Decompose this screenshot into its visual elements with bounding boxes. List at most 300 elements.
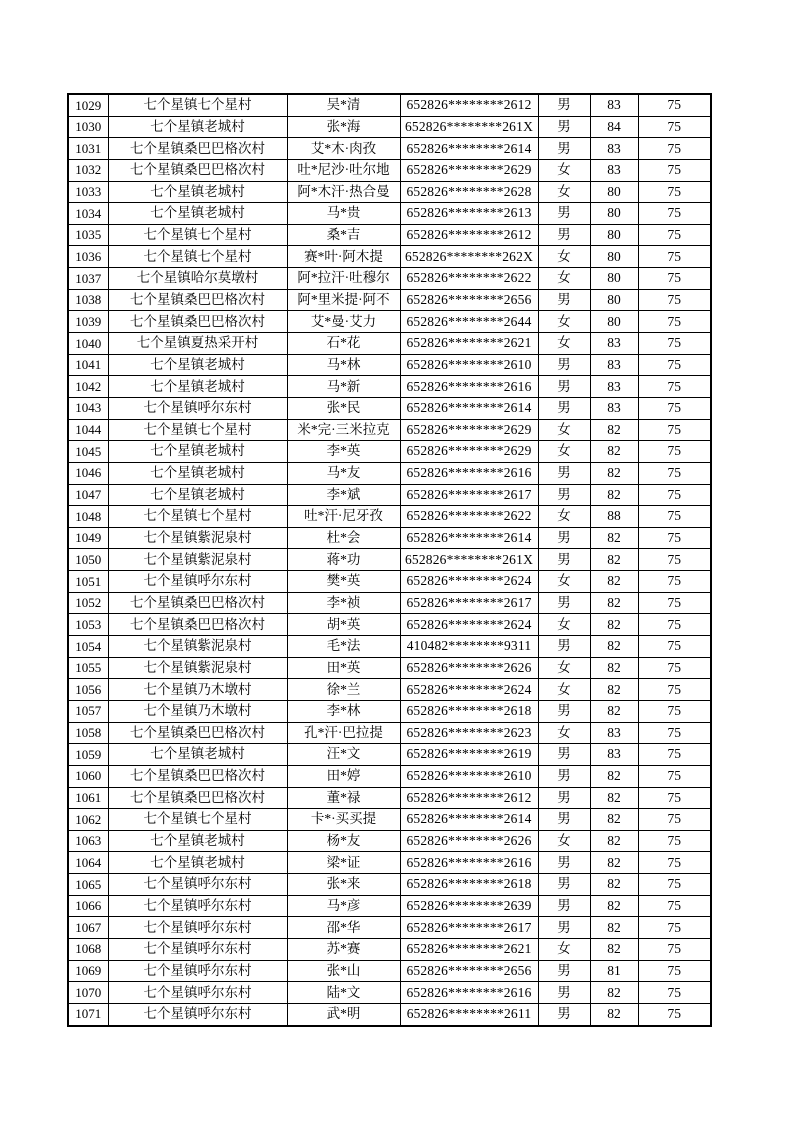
serial-number-cell: 1061 (68, 787, 108, 809)
id-number-cell: 652826********261X (400, 549, 538, 571)
village-name-cell: 七个星镇老城村 (108, 116, 287, 138)
person-name-cell: 阿*拉汗·吐穆尔 (287, 268, 400, 290)
village-name-cell: 七个星镇呼尔东村 (108, 1003, 287, 1025)
gender-cell: 男 (538, 917, 590, 939)
serial-number-cell: 1050 (68, 549, 108, 571)
age-cell: 84 (590, 116, 638, 138)
gender-cell: 女 (538, 311, 590, 333)
person-name-cell: 米*完·三米拉克 (287, 419, 400, 441)
village-name-cell: 七个星镇老城村 (108, 484, 287, 506)
age-cell: 83 (590, 138, 638, 160)
gender-cell: 女 (538, 268, 590, 290)
id-number-cell: 652826********2622 (400, 506, 538, 528)
score-cell: 75 (638, 333, 711, 355)
village-name-cell: 七个星镇桑巴巴格次村 (108, 787, 287, 809)
gender-cell: 男 (538, 138, 590, 160)
score-cell: 75 (638, 874, 711, 896)
score-cell: 75 (638, 311, 711, 333)
score-cell: 75 (638, 246, 711, 268)
table-row (68, 94, 711, 116)
person-name-cell: 孔*汗·巴拉提 (287, 722, 400, 744)
age-cell: 82 (590, 636, 638, 658)
village-name-cell: 七个星镇桑巴巴格次村 (108, 722, 287, 744)
table-row (68, 571, 711, 593)
id-number-cell: 652826********2629 (400, 159, 538, 181)
serial-number-cell: 1071 (68, 1003, 108, 1025)
age-cell: 82 (590, 657, 638, 679)
id-number-cell: 652826********261X (400, 116, 538, 138)
table-row (68, 376, 711, 398)
table-row (68, 614, 711, 636)
person-name-cell: 马*新 (287, 376, 400, 398)
table-row (68, 679, 711, 701)
village-name-cell: 七个星镇呼尔东村 (108, 874, 287, 896)
serial-number-cell: 1037 (68, 268, 108, 290)
table-row (68, 700, 711, 722)
village-name-cell: 七个星镇七个星村 (108, 419, 287, 441)
gender-cell: 女 (538, 181, 590, 203)
village-name-cell: 七个星镇呼尔东村 (108, 982, 287, 1004)
id-number-cell: 652826********2629 (400, 441, 538, 463)
gender-cell: 男 (538, 895, 590, 917)
table-row (68, 960, 711, 982)
age-cell: 80 (590, 181, 638, 203)
score-cell: 75 (638, 203, 711, 225)
person-name-cell: 杨*友 (287, 830, 400, 852)
gender-cell: 女 (538, 657, 590, 679)
table-row (68, 852, 711, 874)
serial-number-cell: 1060 (68, 765, 108, 787)
serial-number-cell: 1051 (68, 571, 108, 593)
village-name-cell: 七个星镇桑巴巴格次村 (108, 289, 287, 311)
village-name-cell: 七个星镇呼尔东村 (108, 397, 287, 419)
serial-number-cell: 1066 (68, 895, 108, 917)
serial-number-cell: 1056 (68, 679, 108, 701)
id-number-cell: 652826********2612 (400, 787, 538, 809)
gender-cell: 女 (538, 722, 590, 744)
village-name-cell: 七个星镇夏热采开村 (108, 333, 287, 355)
gender-cell: 男 (538, 765, 590, 787)
serial-number-cell: 1055 (68, 657, 108, 679)
gender-cell: 女 (538, 333, 590, 355)
score-cell: 75 (638, 895, 711, 917)
person-name-cell: 张*民 (287, 397, 400, 419)
serial-number-cell: 1047 (68, 484, 108, 506)
score-cell: 75 (638, 938, 711, 960)
gender-cell: 男 (538, 354, 590, 376)
village-name-cell: 七个星镇呼尔东村 (108, 938, 287, 960)
gender-cell: 男 (538, 592, 590, 614)
person-name-cell: 阿*里米提·阿不 (287, 289, 400, 311)
village-name-cell: 七个星镇呼尔东村 (108, 571, 287, 593)
village-name-cell: 七个星镇老城村 (108, 181, 287, 203)
gender-cell: 男 (538, 94, 590, 116)
village-name-cell: 七个星镇桑巴巴格次村 (108, 765, 287, 787)
score-cell: 75 (638, 462, 711, 484)
village-name-cell: 七个星镇老城村 (108, 462, 287, 484)
age-cell: 83 (590, 333, 638, 355)
gender-cell: 女 (538, 159, 590, 181)
serial-number-cell: 1033 (68, 181, 108, 203)
table-row (68, 765, 711, 787)
score-cell: 75 (638, 441, 711, 463)
person-name-cell: 张*海 (287, 116, 400, 138)
person-name-cell: 樊*英 (287, 571, 400, 593)
age-cell: 82 (590, 527, 638, 549)
score-cell: 75 (638, 917, 711, 939)
serial-number-cell: 1065 (68, 874, 108, 896)
score-cell: 75 (638, 636, 711, 658)
gender-cell: 女 (538, 506, 590, 528)
id-number-cell: 652826********2619 (400, 744, 538, 766)
age-cell: 82 (590, 571, 638, 593)
serial-number-cell: 1045 (68, 441, 108, 463)
score-cell: 75 (638, 94, 711, 116)
gender-cell: 男 (538, 527, 590, 549)
person-name-cell: 董*禄 (287, 787, 400, 809)
person-name-cell: 田*英 (287, 657, 400, 679)
table-row (68, 311, 711, 333)
id-number-cell: 652826********2628 (400, 181, 538, 203)
id-number-cell: 652826********2623 (400, 722, 538, 744)
score-cell: 75 (638, 181, 711, 203)
gender-cell: 女 (538, 419, 590, 441)
gender-cell: 男 (538, 744, 590, 766)
roster-table (67, 93, 712, 1027)
person-name-cell: 桑*吉 (287, 224, 400, 246)
village-name-cell: 七个星镇老城村 (108, 830, 287, 852)
age-cell: 83 (590, 376, 638, 398)
village-name-cell: 七个星镇桑巴巴格次村 (108, 159, 287, 181)
table-row (68, 354, 711, 376)
age-cell: 83 (590, 354, 638, 376)
id-number-cell: 652826********2617 (400, 592, 538, 614)
table-row (68, 657, 711, 679)
table-row (68, 917, 711, 939)
table-row (68, 138, 711, 160)
serial-number-cell: 1044 (68, 419, 108, 441)
table-row (68, 527, 711, 549)
score-cell: 75 (638, 809, 711, 831)
id-number-cell: 652826********2656 (400, 960, 538, 982)
village-name-cell: 七个星镇七个星村 (108, 224, 287, 246)
person-name-cell: 胡*英 (287, 614, 400, 636)
village-name-cell: 七个星镇老城村 (108, 852, 287, 874)
score-cell: 75 (638, 354, 711, 376)
score-cell: 75 (638, 679, 711, 701)
serial-number-cell: 1043 (68, 397, 108, 419)
serial-number-cell: 1036 (68, 246, 108, 268)
person-name-cell: 邵*华 (287, 917, 400, 939)
person-name-cell: 卡*·买买提 (287, 809, 400, 831)
gender-cell: 男 (538, 203, 590, 225)
village-name-cell: 七个星镇紫泥泉村 (108, 657, 287, 679)
score-cell: 75 (638, 397, 711, 419)
serial-number-cell: 1041 (68, 354, 108, 376)
person-name-cell: 李*斌 (287, 484, 400, 506)
serial-number-cell: 1029 (68, 94, 108, 116)
table-row (68, 419, 711, 441)
age-cell: 80 (590, 268, 638, 290)
table-row (68, 809, 711, 831)
score-cell: 75 (638, 982, 711, 1004)
person-name-cell: 吴*清 (287, 94, 400, 116)
person-name-cell: 苏*赛 (287, 938, 400, 960)
village-name-cell: 七个星镇七个星村 (108, 506, 287, 528)
age-cell: 83 (590, 722, 638, 744)
age-cell: 83 (590, 744, 638, 766)
age-cell: 82 (590, 765, 638, 787)
serial-number-cell: 1040 (68, 333, 108, 355)
table-row (68, 246, 711, 268)
person-name-cell: 李*祯 (287, 592, 400, 614)
village-name-cell: 七个星镇紫泥泉村 (108, 527, 287, 549)
person-name-cell: 武*明 (287, 1003, 400, 1025)
table-row (68, 159, 711, 181)
village-name-cell: 七个星镇桑巴巴格次村 (108, 592, 287, 614)
village-name-cell: 七个星镇紫泥泉村 (108, 636, 287, 658)
age-cell: 82 (590, 1003, 638, 1025)
id-number-cell: 652826********2622 (400, 268, 538, 290)
serial-number-cell: 1062 (68, 809, 108, 831)
table-row (68, 830, 711, 852)
serial-number-cell: 1064 (68, 852, 108, 874)
village-name-cell: 七个星镇老城村 (108, 441, 287, 463)
id-number-cell: 652826********2616 (400, 982, 538, 1004)
gender-cell: 男 (538, 787, 590, 809)
id-number-cell: 652826********2614 (400, 138, 538, 160)
table-row (68, 484, 711, 506)
table-row (68, 506, 711, 528)
table-row (68, 397, 711, 419)
id-number-cell: 652826********2639 (400, 895, 538, 917)
village-name-cell: 七个星镇老城村 (108, 376, 287, 398)
person-name-cell: 马*彦 (287, 895, 400, 917)
village-name-cell: 七个星镇呼尔东村 (108, 895, 287, 917)
table-row (68, 722, 711, 744)
gender-cell: 男 (538, 852, 590, 874)
gender-cell: 男 (538, 116, 590, 138)
serial-number-cell: 1069 (68, 960, 108, 982)
person-name-cell: 吐*汗·尼牙孜 (287, 506, 400, 528)
gender-cell: 女 (538, 614, 590, 636)
score-cell: 75 (638, 765, 711, 787)
age-cell: 82 (590, 549, 638, 571)
person-name-cell: 张*来 (287, 874, 400, 896)
id-number-cell: 652826********2618 (400, 700, 538, 722)
person-name-cell: 马*贵 (287, 203, 400, 225)
person-name-cell: 马*林 (287, 354, 400, 376)
village-name-cell: 七个星镇呼尔东村 (108, 960, 287, 982)
age-cell: 82 (590, 462, 638, 484)
age-cell: 82 (590, 874, 638, 896)
person-name-cell: 蒋*功 (287, 549, 400, 571)
score-cell: 75 (638, 1003, 711, 1025)
gender-cell: 女 (538, 830, 590, 852)
score-cell: 75 (638, 657, 711, 679)
score-cell: 75 (638, 224, 711, 246)
score-cell: 75 (638, 700, 711, 722)
person-name-cell: 田*婷 (287, 765, 400, 787)
serial-number-cell: 1034 (68, 203, 108, 225)
gender-cell: 男 (538, 549, 590, 571)
age-cell: 81 (590, 960, 638, 982)
age-cell: 83 (590, 397, 638, 419)
age-cell: 82 (590, 809, 638, 831)
serial-number-cell: 1057 (68, 700, 108, 722)
person-name-cell: 艾*曼·艾力 (287, 311, 400, 333)
age-cell: 82 (590, 917, 638, 939)
score-cell: 75 (638, 549, 711, 571)
serial-number-cell: 1035 (68, 224, 108, 246)
id-number-cell: 652826********2626 (400, 657, 538, 679)
person-name-cell: 吐*尼沙·吐尔地 (287, 159, 400, 181)
table-row (68, 982, 711, 1004)
gender-cell: 男 (538, 462, 590, 484)
score-cell: 75 (638, 527, 711, 549)
id-number-cell: 652826********2624 (400, 614, 538, 636)
serial-number-cell: 1054 (68, 636, 108, 658)
person-name-cell: 杜*会 (287, 527, 400, 549)
person-name-cell: 张*山 (287, 960, 400, 982)
score-cell: 75 (638, 289, 711, 311)
id-number-cell: 652826********2621 (400, 333, 538, 355)
person-name-cell: 梁*证 (287, 852, 400, 874)
serial-number-cell: 1059 (68, 744, 108, 766)
roster-body (68, 94, 711, 1026)
serial-number-cell: 1058 (68, 722, 108, 744)
score-cell: 75 (638, 159, 711, 181)
id-number-cell: 652826********2611 (400, 1003, 538, 1025)
village-name-cell: 七个星镇七个星村 (108, 809, 287, 831)
score-cell: 75 (638, 787, 711, 809)
score-cell: 75 (638, 484, 711, 506)
table-row (68, 224, 711, 246)
age-cell: 82 (590, 419, 638, 441)
table-row (68, 203, 711, 225)
score-cell: 75 (638, 744, 711, 766)
id-number-cell: 652826********2618 (400, 874, 538, 896)
village-name-cell: 七个星镇乃木墩村 (108, 679, 287, 701)
age-cell: 82 (590, 938, 638, 960)
village-name-cell: 七个星镇七个星村 (108, 94, 287, 116)
score-cell: 75 (638, 571, 711, 593)
gender-cell: 女 (538, 679, 590, 701)
table-row (68, 268, 711, 290)
gender-cell: 男 (538, 636, 590, 658)
age-cell: 80 (590, 289, 638, 311)
person-name-cell: 马*友 (287, 462, 400, 484)
village-name-cell: 七个星镇七个星村 (108, 246, 287, 268)
id-number-cell: 652826********2614 (400, 809, 538, 831)
serial-number-cell: 1039 (68, 311, 108, 333)
id-number-cell: 410482********9311 (400, 636, 538, 658)
age-cell: 80 (590, 246, 638, 268)
person-name-cell: 毛*法 (287, 636, 400, 658)
age-cell: 80 (590, 203, 638, 225)
table-row (68, 289, 711, 311)
table-row (68, 874, 711, 896)
table-row (68, 787, 711, 809)
village-name-cell: 七个星镇老城村 (108, 354, 287, 376)
person-name-cell: 石*花 (287, 333, 400, 355)
age-cell: 82 (590, 441, 638, 463)
table-row (68, 938, 711, 960)
serial-number-cell: 1030 (68, 116, 108, 138)
score-cell: 75 (638, 722, 711, 744)
gender-cell: 男 (538, 700, 590, 722)
score-cell: 75 (638, 830, 711, 852)
village-name-cell: 七个星镇紫泥泉村 (108, 549, 287, 571)
serial-number-cell: 1053 (68, 614, 108, 636)
person-name-cell: 汪*文 (287, 744, 400, 766)
id-number-cell: 652826********2621 (400, 938, 538, 960)
serial-number-cell: 1042 (68, 376, 108, 398)
age-cell: 82 (590, 982, 638, 1004)
gender-cell: 男 (538, 376, 590, 398)
table-row (68, 333, 711, 355)
id-number-cell: 652826********2613 (400, 203, 538, 225)
person-name-cell: 陆*文 (287, 982, 400, 1004)
serial-number-cell: 1038 (68, 289, 108, 311)
village-name-cell: 七个星镇哈尔莫墩村 (108, 268, 287, 290)
id-number-cell: 652826********2616 (400, 376, 538, 398)
serial-number-cell: 1049 (68, 527, 108, 549)
person-name-cell: 艾*木·肉孜 (287, 138, 400, 160)
person-name-cell: 李*林 (287, 700, 400, 722)
serial-number-cell: 1052 (68, 592, 108, 614)
age-cell: 83 (590, 159, 638, 181)
person-name-cell: 徐*兰 (287, 679, 400, 701)
table-row (68, 441, 711, 463)
score-cell: 75 (638, 268, 711, 290)
score-cell: 75 (638, 376, 711, 398)
id-number-cell: 652826********2610 (400, 765, 538, 787)
id-number-cell: 652826********2626 (400, 830, 538, 852)
id-number-cell: 652826********2624 (400, 679, 538, 701)
gender-cell: 男 (538, 289, 590, 311)
table-row (68, 744, 711, 766)
age-cell: 82 (590, 614, 638, 636)
village-name-cell: 七个星镇乃木墩村 (108, 700, 287, 722)
village-name-cell: 七个星镇呼尔东村 (108, 917, 287, 939)
table-row (68, 636, 711, 658)
gender-cell: 男 (538, 809, 590, 831)
table-row (68, 549, 711, 571)
serial-number-cell: 1067 (68, 917, 108, 939)
gender-cell: 男 (538, 397, 590, 419)
serial-number-cell: 1068 (68, 938, 108, 960)
gender-cell: 男 (538, 982, 590, 1004)
village-name-cell: 七个星镇桑巴巴格次村 (108, 614, 287, 636)
age-cell: 83 (590, 94, 638, 116)
score-cell: 75 (638, 419, 711, 441)
age-cell: 82 (590, 700, 638, 722)
table-row (68, 1003, 711, 1025)
table-row (68, 592, 711, 614)
serial-number-cell: 1031 (68, 138, 108, 160)
age-cell: 82 (590, 592, 638, 614)
age-cell: 80 (590, 311, 638, 333)
gender-cell: 男 (538, 224, 590, 246)
age-cell: 82 (590, 484, 638, 506)
gender-cell: 女 (538, 441, 590, 463)
id-number-cell: 652826********2617 (400, 917, 538, 939)
id-number-cell: 652826********2612 (400, 94, 538, 116)
score-cell: 75 (638, 852, 711, 874)
id-number-cell: 652826********2614 (400, 527, 538, 549)
gender-cell: 女 (538, 571, 590, 593)
